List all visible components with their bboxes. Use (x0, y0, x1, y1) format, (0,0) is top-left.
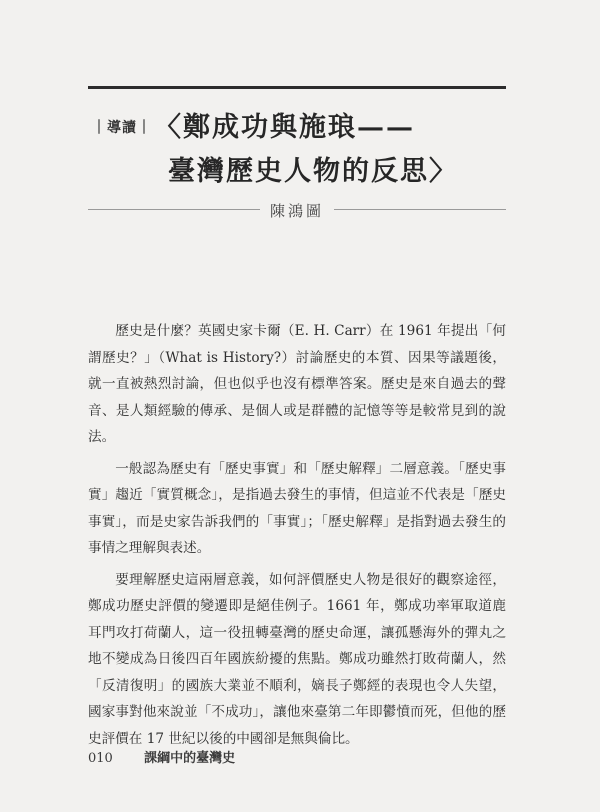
paragraph-2: 一般認為歷史有「歷史事實」和「歷史解釋」二層意義。「歷史事實」趨近「實質概念」，是指過去發生的事情，但這並不代表是「歷史事實」，而是史家告訴我們的「事實」；「歷史解釋」是指對過去發生的事情之理解與表述。 (88, 460, 506, 556)
paragraph-3: 要理解歷史這兩層意義，如何評價歷史人物是很好的觀察途徑，鄭成功歷史評價的變遷即是絕佳例子。1661 年，鄭成功率軍取道鹿耳門攻打荷蘭人，這一役扭轉臺灣的歷史命運，讓孤懸海外的彈丸之地不變成為日後四百年國族紛擾的焦點。鄭成功雖然打敗荷蘭人，然「反清復明」的國族大業並不順利，嫡長子鄭經的表現也令人失望，國家事對他來說並「不成功」，讓他來臺第二年即鬱憤而死，但他的歷史評價在 17 世紀以後的中國卻是無與倫比。 (88, 571, 506, 747)
section-tag: ｜導讀｜ (92, 120, 152, 136)
body-text (88, 318, 506, 757)
title-line-1: 〈鄭成功與施琅—— (154, 112, 415, 143)
author-row (88, 200, 506, 220)
author-rule-right (334, 209, 506, 210)
page-number: 010 (88, 751, 113, 766)
top-rule (88, 86, 506, 89)
book-title: 課綱中的臺灣史 (144, 751, 236, 766)
chapter-title (154, 106, 508, 194)
paragraph-1: 歷史是什麼？英國史家卡爾（E. H. Carr）在 1961 年提出「何謂歷史？」（What is History?）討論歷史的本質、因果等議題後，就一直被熱烈討論，但也似乎也沒有標準答案。歷史是來自過去的聲音、是人類經驗的傳承、是個人或是群體的記憶等等是較常見到的說法。 (88, 323, 506, 445)
title-line-2: 臺灣歷史人物的反思〉 (168, 156, 458, 187)
author-name: 陳鴻圖 (269, 202, 324, 220)
page-footer (88, 747, 235, 766)
